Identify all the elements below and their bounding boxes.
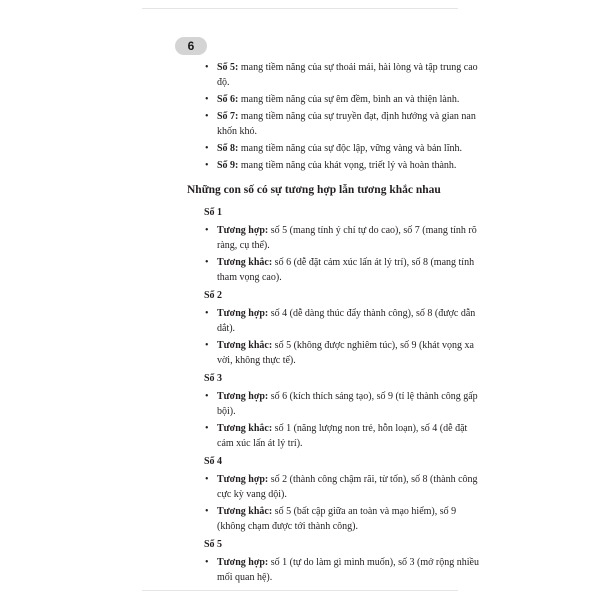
compatible-text: số 2 (thành công chậm rãi, từ tốn), số 8 (thành công cực kỳ vang dội). [217, 474, 478, 500]
top-divider [142, 8, 458, 9]
list-item [217, 555, 482, 585]
list-item [217, 306, 482, 336]
page-content [177, 60, 482, 589]
compatible-label: Tương hợp: [217, 308, 269, 319]
compatibility-list [217, 472, 482, 534]
compatible-label: Tương hợp: [217, 391, 269, 402]
bottom-divider [142, 590, 458, 591]
list-item [217, 158, 482, 173]
list-item [217, 421, 482, 451]
list-item [217, 141, 482, 156]
number-subheading: Số 1 [204, 207, 223, 218]
compatible-text: số 1 (tự do làm gì mình muốn), số 3 (mở rộng nhiều mối quan hệ). [217, 557, 479, 583]
conflict-label: Tương khắc: [217, 340, 273, 351]
number-subheading: Số 4 [204, 456, 223, 467]
list-item [217, 60, 482, 90]
item-label: Số 6: [217, 94, 239, 105]
compatible-text: số 4 (dễ dàng thúc đẩy thành công), số 8 (được dẫn dắt). [217, 308, 476, 334]
item-label: Số 8: [217, 143, 239, 154]
compatible-label: Tương hợp: [217, 225, 269, 236]
item-label: Số 9: [217, 160, 239, 171]
list-item [217, 338, 482, 368]
conflict-text: số 6 (dễ đặt cảm xúc lấn át lý trí), số 8 (mang tính tham vọng cao). [217, 257, 475, 283]
item-text: mang tiềm năng của khát vọng, triết lý và hoàn thành. [240, 160, 457, 171]
conflict-label: Tương khắc: [217, 506, 273, 517]
item-text: mang tiềm năng của sự thoải mái, hài lòng và tập trung cao độ. [217, 62, 478, 88]
list-item [217, 223, 482, 253]
compatibility-list [217, 306, 482, 368]
list-item [217, 389, 482, 419]
conflict-label: Tương khắc: [217, 423, 273, 434]
page-number-badge: 6 [175, 37, 207, 55]
item-text: mang tiềm năng của sự truyền đạt, định hướng và gian nan khốn khó. [217, 111, 476, 137]
compatibility-list [217, 555, 482, 585]
list-item [217, 504, 482, 534]
section-heading: Những con số có sự tương hợp lẫn tương khắc nhau [187, 184, 441, 196]
compatibility-list [217, 223, 482, 285]
item-text: mang tiềm năng của sự êm đềm, bình an và thiện lành. [240, 94, 460, 105]
list-item [217, 255, 482, 285]
item-text: mang tiềm năng của sự độc lập, vững vàng và bản lĩnh. [240, 143, 462, 154]
compatibility-list [217, 389, 482, 451]
compatible-text: số 5 (mang tính ý chí tự do cao), số 7 (mang tính rõ ràng, cụ thể). [217, 225, 477, 251]
compatible-text: số 6 (kích thích sáng tạo), số 9 (tỉ lệ thành công gấp bội). [217, 391, 478, 417]
conflict-text: số 5 (không được nghiêm túc), số 9 (khát vọng xa vời, không thực tế). [217, 340, 474, 366]
conflict-text: số 1 (năng lượng non trẻ, hỗn loạn), số 4 (dễ đặt cảm xúc lấn át lý trí). [217, 423, 468, 449]
number-subheading: Số 3 [204, 373, 223, 384]
list-item [217, 92, 482, 107]
list-item [217, 109, 482, 139]
item-label: Số 7: [217, 111, 239, 122]
conflict-text: số 5 (bất cập giữa an toàn và mạo hiểm), số 9 (không chạm được tới thành công). [217, 506, 457, 532]
item-label: Số 5: [217, 62, 239, 73]
number-subheading: Số 5 [204, 539, 223, 550]
number-subheading: Số 2 [204, 290, 223, 301]
list-item [217, 472, 482, 502]
compatible-label: Tương hợp: [217, 474, 269, 485]
conflict-label: Tương khắc: [217, 257, 273, 268]
number-meaning-list [217, 60, 482, 173]
compatible-label: Tương hợp: [217, 557, 269, 568]
